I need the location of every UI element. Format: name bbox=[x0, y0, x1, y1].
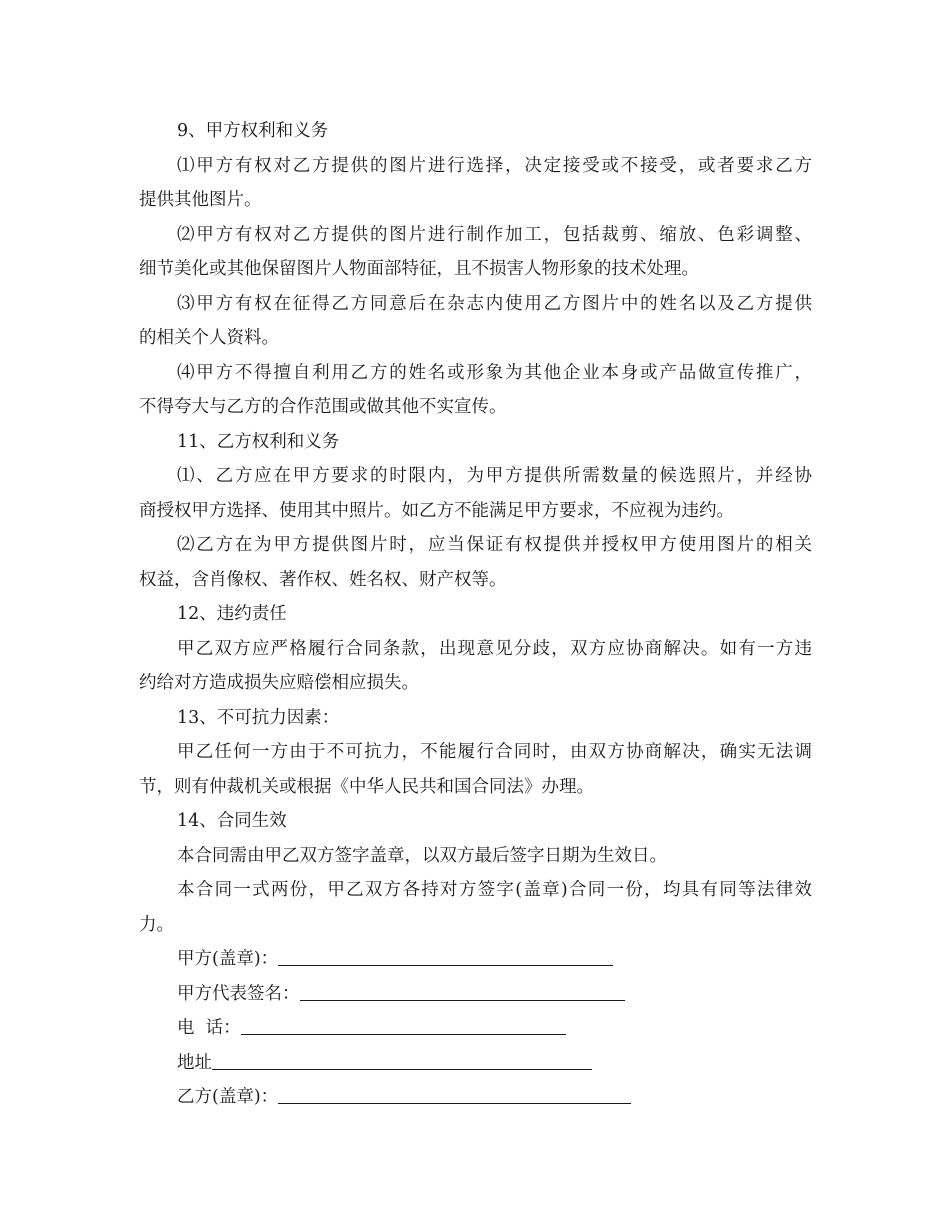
section-9-item-2-line-1: ⑵甲方有权对乙方提供的图片进行制作加工，包括裁剪、缩放、色彩调整、 bbox=[177, 225, 812, 245]
section-14-para-2-line-2: 力。 bbox=[139, 915, 174, 935]
address-label: 地址 bbox=[177, 1053, 212, 1073]
address-row bbox=[177, 1052, 592, 1074]
party-a-rep-label: 甲方代表签名： bbox=[177, 984, 300, 1004]
section-11-heading: 11、乙方权利和义务 bbox=[177, 432, 340, 452]
section-9-item-3-line-2: 的相关个人资料。 bbox=[139, 328, 279, 348]
section-14-heading: 14、合同生效 bbox=[177, 811, 287, 831]
phone-blank[interactable] bbox=[241, 1033, 566, 1035]
party-a-seal-row bbox=[177, 948, 613, 970]
section-11-item-1-line-2: 商授权甲方选择、使用其中照片。如乙方不能满足甲方要求，不应视为违约。 bbox=[139, 501, 734, 521]
party-a-seal-blank[interactable] bbox=[278, 964, 613, 966]
section-14-para-1: 本合同需由甲乙双方签字盖章，以双方最后签字日期为生效日。 bbox=[177, 846, 667, 866]
section-13-para-line-1: 甲乙任何一方由于不可抗力，不能履行合同时，由双方协商解决，确实无法调 bbox=[177, 742, 812, 762]
section-13-heading: 13、不可抗力因素： bbox=[177, 708, 340, 728]
section-11-item-2-line-1: ⑵乙方在为甲方提供图片时，应当保证有权提供并授权甲方使用图片的相关 bbox=[177, 535, 812, 555]
section-12-heading: 12、违约责任 bbox=[177, 604, 287, 624]
section-9-item-2-line-2: 细节美化或其他保留图片人物面部特征，且不损害人物形象的技术处理。 bbox=[139, 259, 699, 279]
section-11-item-1-line-1: ⑴、乙方应在甲方要求的时限内，为甲方提供所需数量的候选照片，并经协 bbox=[177, 466, 812, 486]
party-a-rep-blank[interactable] bbox=[300, 999, 625, 1001]
section-12-para-line-2: 约给对方造成损失应赔偿相应损失。 bbox=[139, 673, 419, 693]
party-a-rep-row bbox=[177, 983, 625, 1005]
party-b-seal-row bbox=[177, 1086, 631, 1108]
section-9-heading: 9、甲方权利和义务 bbox=[177, 121, 329, 141]
section-12-para-line-1: 甲乙双方应严格履行合同条款，出现意见分歧，双方应协商解决。如有一方违 bbox=[177, 639, 812, 659]
phone-row bbox=[177, 1017, 566, 1039]
section-9-item-3-line-1: ⑶甲方有权在征得乙方同意后在杂志内使用乙方图片中的姓名以及乙方提供 bbox=[177, 294, 812, 314]
section-9-item-4-line-1: ⑷甲方不得擅自利用乙方的姓名或形象为其他企业本身或产品做宣传推广， bbox=[177, 363, 812, 383]
section-14-para-2-line-1: 本合同一式两份，甲乙双方各持对方签字(盖章)合同一份，均具有同等法律效 bbox=[177, 880, 812, 900]
party-a-seal-label: 甲方(盖章)： bbox=[177, 949, 279, 969]
section-9-item-4-line-2: 不得夸大与乙方的合作范围或做其他不实宣传。 bbox=[139, 397, 507, 417]
section-9-item-1-line-2: 提供其他图片。 bbox=[139, 190, 262, 210]
party-b-seal-label: 乙方(盖章)： bbox=[177, 1087, 279, 1107]
section-13-para-line-2: 节，则有仲裁机关或根据《中华人民共和国合同法》办理。 bbox=[139, 777, 594, 797]
section-11-item-2-line-2: 权益，含肖像权、著作权、姓名权、财产权等。 bbox=[139, 570, 507, 590]
address-blank[interactable] bbox=[212, 1068, 592, 1070]
party-b-seal-blank[interactable] bbox=[278, 1102, 631, 1104]
phone-label: 电 话： bbox=[177, 1018, 241, 1038]
section-9-item-1-line-1: ⑴甲方有权对乙方提供的图片进行选择，决定接受或不接受，或者要求乙方 bbox=[177, 156, 812, 176]
